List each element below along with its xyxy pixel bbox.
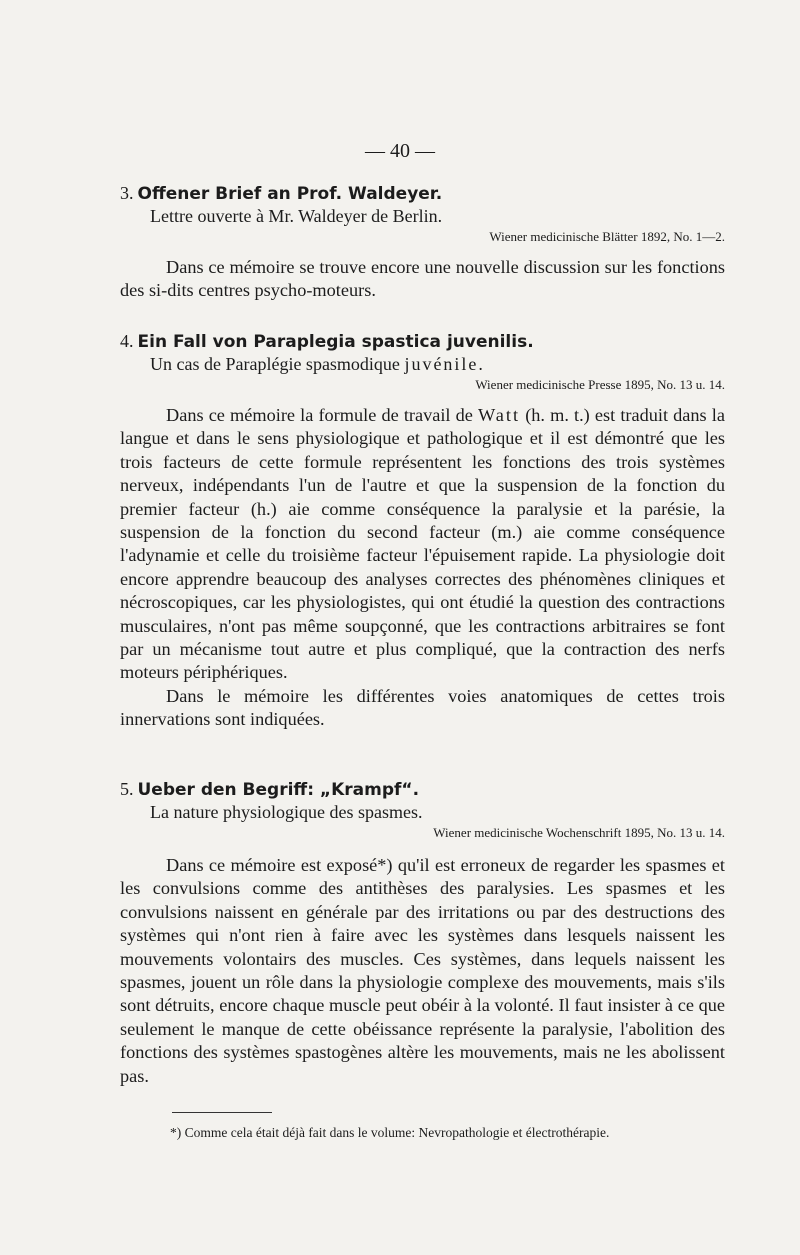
footnote-rule [172, 1112, 272, 1113]
entry-3-source: Wiener medicinische Blätter 1892, No. 1—2. [489, 229, 725, 244]
entry-3 [120, 183, 725, 303]
entry-5-number: 5. [120, 779, 134, 799]
entry-4-paragraph-1 [120, 404, 725, 685]
entry-5-paragraph: Dans ce mémoire est exposé*) qu'il est erroneux de regarder les spasmes et les convulsions comme des antithèses des paralysies. Les spasmes et les convulsions naissent en générale par des irritations ou par des destructions des systèmes qui n'ont rien à faire avec les systèmes dans lesquels naissent les mouvements volontairs des muscles. Ces systèmes, dans lequels naissent les spasmes, jouent un rôle dans la physiologie complexe des mouvements, mais s'ils sont détruits, encore chaque muscle peut obéir à la volonté. Il faut insister à ce que seulement le manque de cette obéissance représente la paralysie, l'abolition des fonctions des systèmes spastogènes altère les mouvements, mais ne les abolissent pas. [120, 855, 725, 1086]
entry-4-source: Wiener medicinische Presse 1895, No. 13 u. 14. [475, 377, 725, 392]
entry-5-subtitle: La nature physiologique des spasmes. [150, 802, 423, 822]
entry-5-title: Ueber den Begriff: „Krampf“. [137, 780, 420, 800]
entry-4-subtitle-text: Un cas de Paraplégie spasmodique [150, 354, 405, 374]
entry-4-paragraph-1-rest: (h. m. t.) est traduit dans la langue et dans le sens physiologique et pathologique et il est démontré que les trois facteurs de cette formule représentent les fonctions des trois systèmes nerveux, indépendants l'un de l'autre et que la suspension de la fonction du premier facteur (h.) aie comme conséquence la paralysie et la parésie, la suspension de la fonction du second facteur (m.) aie comme conséquence l'adynamie et celle du troisième facteur l'épuisement rapide. La physiologie doit encore apprendre beaucoup des analyses correctes des phénomènes cliniques et nécroscopiques, car les physiologistes, qui ont étudié la question des contractions musculaires, n'ont pas même soupçonné, que les contractions arbitraires se font par un mécanisme tout autre et plus compliqué, que la contraction des nerfs moteurs périphériques. [120, 405, 725, 683]
entry-3-title: Offener Brief an Prof. Waldeyer. [137, 184, 443, 204]
entry-5 [120, 779, 725, 1088]
entry-4-paragraph-2: Dans le mémoire les différentes voies anatomiques de cettes trois innervations sont indiquées. [120, 685, 725, 730]
entry-3-subtitle: Lettre ouverte à Mr. Waldeyer de Berlin. [150, 206, 443, 226]
entry-4-watt: Watt [478, 405, 521, 425]
entry-3-number: 3. [120, 183, 134, 203]
entry-3-paragraph: Dans ce mémoire se trouve encore une nouvelle discussion sur les fonctions des si-dits centres psycho-moteurs. [120, 257, 725, 301]
entry-4-heading [120, 331, 725, 352]
entry-3-heading [120, 183, 725, 204]
entry-4-title: Ein Fall von Paraplegia spastica juvenilis. [137, 332, 534, 352]
entry-4-subtitle-spaced: juvénile. [404, 354, 485, 374]
entry-4-paragraph-1-start: Dans ce mémoire la formule de travail de [166, 405, 479, 425]
page-number: — 40 — [365, 140, 435, 162]
footnote: *) Comme cela était déjà fait dans le volume: Nevropathologie et électrothérapie. [170, 1125, 610, 1140]
entry-5-heading [120, 779, 725, 800]
entry-5-source: Wiener medicinische Wochenschrift 1895, No. 13 u. 14. [433, 825, 725, 840]
entry-4 [120, 331, 725, 732]
entry-4-subtitle [120, 352, 725, 376]
entry-4-number: 4. [120, 331, 134, 351]
